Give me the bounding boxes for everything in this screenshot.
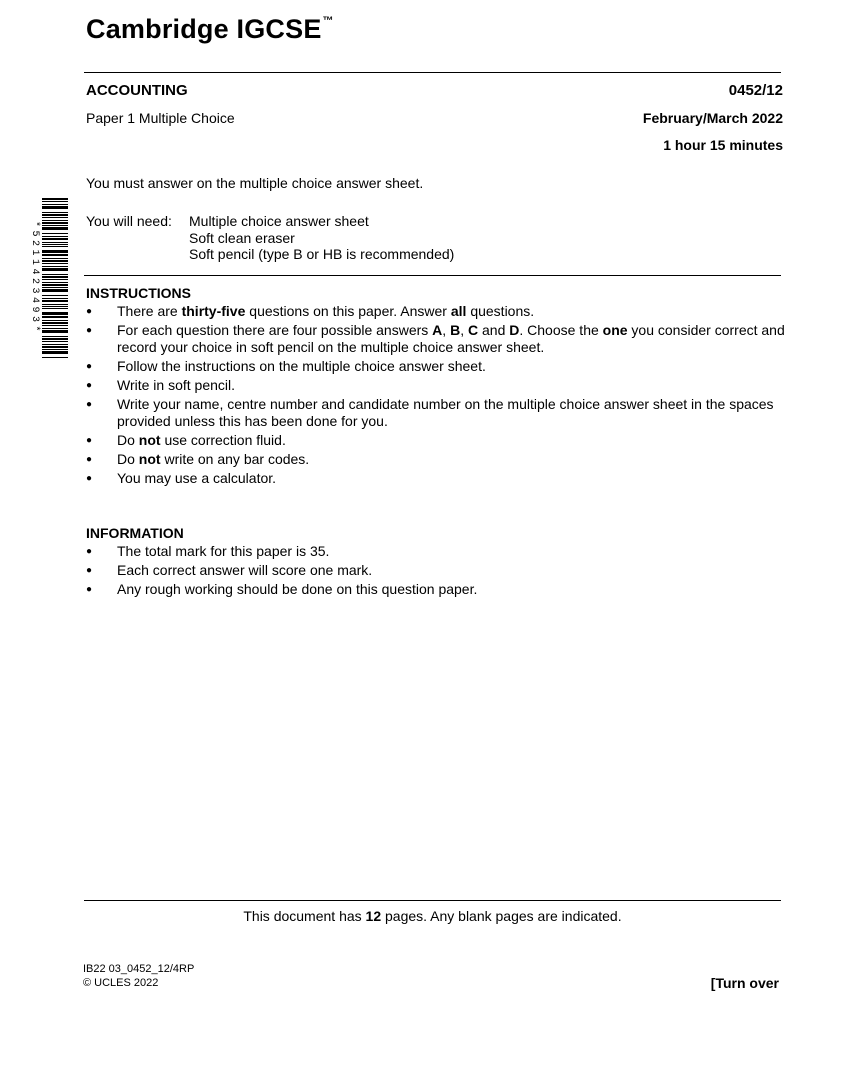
brand-logo: [86, 14, 334, 45]
exam-session: February/March 2022: [642, 110, 783, 126]
barcode-bar: [42, 346, 68, 348]
barcode-bar: [42, 306, 68, 307]
instruction-item: [86, 358, 786, 375]
page-count-number: 12: [365, 908, 382, 924]
item-text: The total mark for this paper is 35.: [117, 543, 330, 559]
item-text: ,: [460, 322, 468, 338]
emphasis-text: all: [450, 303, 467, 319]
instruction-item: [86, 470, 786, 487]
document-reference: IB22 03_0452_12/4RP: [83, 963, 195, 975]
barcode-bar: [42, 258, 68, 259]
barcode-bar: [42, 282, 68, 283]
exam-duration: 1 hour 15 minutes: [663, 137, 783, 153]
requirements-list: [189, 213, 454, 263]
brand-name: Cambridge IGCSE: [86, 14, 322, 44]
barcode-bar: [42, 212, 68, 213]
barcode-bar: [42, 284, 68, 286]
emphasis-text: thirty-five: [181, 303, 246, 319]
barcode-bar: [42, 357, 68, 358]
barcode-bar: [42, 217, 68, 218]
barcode-bar: [42, 295, 68, 296]
emphasis-text: A: [432, 322, 443, 338]
barcode-bar: [42, 236, 68, 237]
turn-over-label: [Turn over: [710, 975, 779, 991]
information-item: [86, 581, 786, 598]
item-text: Any rough working should be done on this question paper.: [117, 581, 478, 597]
item-text: use correction fluid.: [160, 432, 286, 448]
barcode-bar: [42, 325, 68, 326]
barcode-bar: [42, 279, 68, 280]
barcode: [28, 197, 68, 360]
barcode-bar: [42, 254, 68, 256]
barcode-bar: [42, 328, 68, 329]
barcode-bar: [42, 222, 68, 224]
item-text: Do: [117, 432, 139, 448]
barcode-bar: [42, 341, 68, 342]
answer-sheet-note: You must answer on the multiple choice answer sheet.: [86, 175, 424, 191]
instruction-item: [86, 396, 786, 430]
barcode-bar: [42, 276, 68, 278]
instruction-item: [86, 303, 786, 320]
page-count-note-start: This document has: [243, 908, 366, 924]
item-text: write on any bar codes.: [160, 451, 310, 467]
item-text: ,: [442, 322, 451, 338]
barcode-bar: [42, 344, 68, 345]
barcode-bar: [42, 289, 68, 292]
emphasis-text: B: [450, 322, 461, 338]
requirements-label: You will need:: [86, 213, 172, 229]
barcode-bar: [42, 220, 68, 221]
emphasis-text: not: [138, 432, 161, 448]
barcode-bar: [42, 322, 68, 324]
barcode-digits: *5211423493*: [29, 221, 40, 336]
barcode-bar: [42, 233, 68, 234]
item-text: Do: [117, 451, 139, 467]
footer-rule: [84, 900, 781, 901]
barcode-bar: [42, 312, 68, 315]
barcode-bar: [42, 320, 68, 321]
information-item: [86, 562, 786, 579]
item-text: questions on this paper. Answer: [245, 303, 451, 319]
instructions-heading: INSTRUCTIONS: [86, 285, 191, 301]
header-rule-top: [84, 72, 781, 73]
copyright-notice: © UCLES 2022: [83, 977, 159, 989]
requirement-item: Soft pencil (type B or HB is recommended): [189, 246, 455, 262]
item-text: and: [478, 322, 510, 338]
barcode-bar: [42, 304, 68, 305]
item-text: you consider correct and record your choice in soft pencil on the multiple choice answer sheet.: [117, 322, 785, 355]
instruction-item: [86, 432, 786, 449]
information-list: [86, 543, 786, 600]
barcode-bar: [42, 260, 68, 262]
barcode-bars: [42, 197, 68, 360]
barcode-bar: [42, 244, 68, 245]
information-item: [86, 543, 786, 560]
footer-reference: [83, 962, 194, 990]
barcode-bar: [42, 246, 68, 247]
barcode-bar: [42, 263, 68, 264]
barcode-bar: [42, 336, 68, 337]
item-text: There are: [117, 303, 182, 319]
page-count-note-end: pages. Any blank pages are indicated.: [381, 908, 622, 924]
emphasis-text: C: [467, 322, 479, 338]
barcode-bar: [42, 225, 68, 226]
barcode-bar: [42, 242, 68, 243]
barcode-bar: [42, 227, 68, 230]
page-count-note: [0, 908, 865, 924]
barcode-bar: [42, 238, 68, 240]
barcode-bar: [42, 330, 68, 333]
subject-title: ACCOUNTING: [86, 82, 188, 99]
barcode-bar: [42, 349, 68, 350]
barcode-bar: [42, 338, 68, 340]
emphasis-text: D: [509, 322, 520, 338]
item-text: . Choose the: [519, 322, 603, 338]
information-heading: INFORMATION: [86, 525, 184, 541]
paper-code: 0452/12: [728, 82, 783, 99]
item-text: Write your name, centre number and candidate number on the multiple choice answer sheet in the spaces provided unless this has been done for you.: [117, 396, 774, 429]
item-text: Follow the instructions on the multiple choice answer sheet.: [117, 358, 486, 374]
barcode-bar: [42, 250, 68, 253]
item-text: For each question there are four possible answers: [117, 322, 433, 338]
instruction-item: [86, 451, 786, 468]
barcode-bar: [42, 274, 68, 275]
barcode-bar: [42, 308, 68, 309]
item-text: You may use a calculator.: [117, 470, 277, 486]
barcode-bar: [42, 201, 68, 202]
requirement-item: Multiple choice answer sheet: [189, 213, 369, 229]
instruction-item: [86, 377, 786, 394]
barcode-bar: [42, 204, 68, 205]
item-text: Each correct answer will score one mark.: [117, 562, 373, 578]
instruction-item: [86, 322, 786, 356]
barcode-bar: [42, 268, 68, 271]
trademark-mark: ™: [322, 15, 334, 27]
barcode-bar: [42, 298, 68, 299]
instructions-list: [86, 303, 786, 489]
barcode-bar: [42, 300, 68, 302]
requirement-item: Soft clean eraser: [189, 229, 295, 246]
barcode-bar: [42, 316, 68, 318]
paper-title: Paper 1 Multiple Choice: [86, 110, 235, 126]
emphasis-text: one: [602, 322, 628, 338]
barcode-bar: [42, 214, 68, 216]
emphasis-text: not: [138, 451, 161, 467]
barcode-bar: [42, 198, 68, 200]
barcode-bar: [42, 287, 68, 288]
item-text: Write in soft pencil.: [117, 377, 236, 393]
section-rule: [84, 275, 781, 276]
barcode-bar: [42, 206, 68, 209]
barcode-bar: [42, 351, 68, 354]
barcode-bar: [42, 266, 68, 267]
item-text: questions.: [466, 303, 535, 319]
